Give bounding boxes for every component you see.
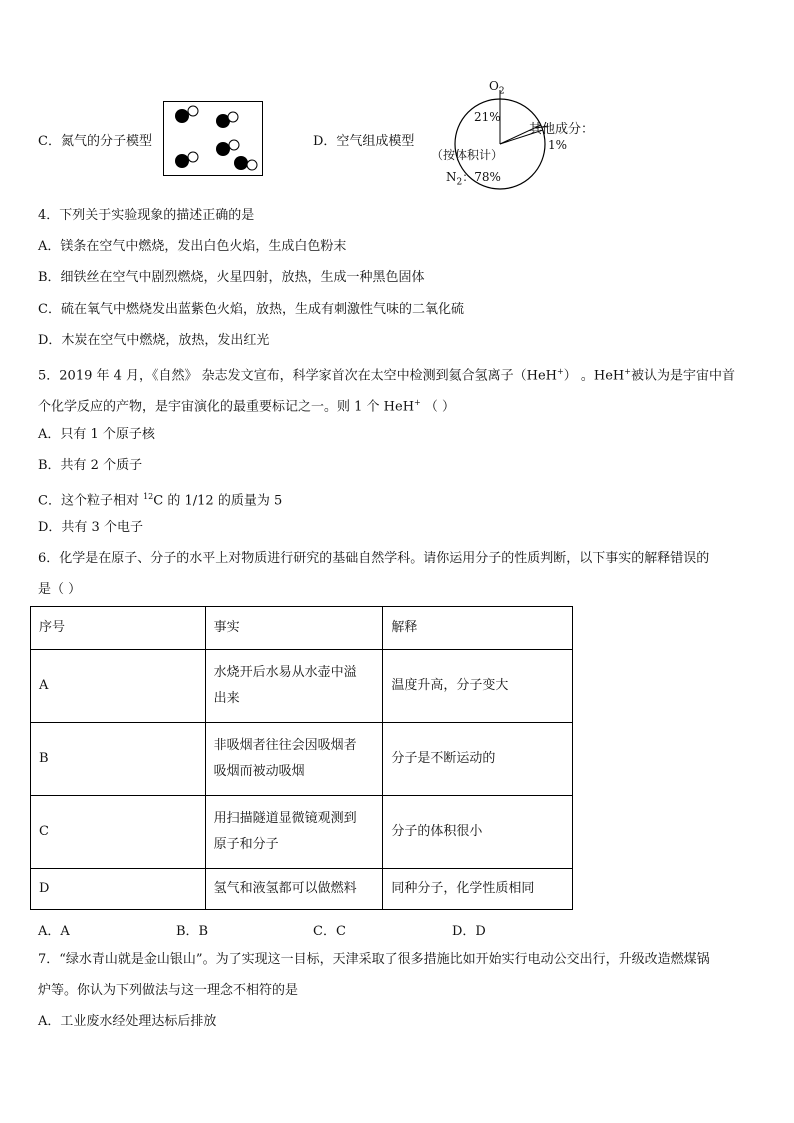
pie-other-label: 其他成分： bbox=[529, 122, 595, 137]
q7-stem-line2: 炉等。你认为下列做法与这一理念不相符的是 bbox=[38, 983, 299, 998]
row-explanation: 同种分子，化学性质相同 bbox=[383, 869, 573, 910]
q7-option-a: A．工业废水经处理达标后排放 bbox=[38, 1014, 217, 1029]
q4-option-d: D．木炭在空气中燃烧，放热，发出红光 bbox=[38, 333, 270, 348]
q5-stem-line1: 5．2019 年 4 月，《自然》 杂志发文宣布，科学家首次在太空中检测到氦合氢离子（HeH+） 。HeH+被认为是宇宙中首 bbox=[38, 367, 735, 384]
table-row bbox=[31, 650, 573, 723]
row-id: B bbox=[31, 723, 206, 796]
pie-o2-label: $O_2$ bbox=[489, 79, 505, 97]
nitrogen-molecule-model bbox=[163, 101, 263, 176]
q6-stem-line2: 是（ ） bbox=[38, 582, 82, 597]
q6-option-c: C．C bbox=[313, 924, 346, 939]
row-id: A bbox=[31, 650, 206, 723]
molecule-4 bbox=[216, 140, 239, 156]
option-c-label: C．氮气的分子模型 bbox=[38, 134, 152, 149]
table-row bbox=[31, 869, 573, 910]
row-explanation: 分子是不断运动的 bbox=[383, 723, 573, 796]
q4-stem: 4．下列关于实验现象的描述正确的是 bbox=[38, 208, 255, 223]
pie-n2-label: $N_2$：78% bbox=[446, 170, 501, 188]
molecule-5 bbox=[234, 156, 257, 170]
q6-option-d: D．D bbox=[452, 924, 486, 939]
header-fact: 事实 bbox=[205, 607, 383, 650]
pie-o2-pct: 21% bbox=[474, 110, 501, 124]
molecule-2 bbox=[216, 112, 238, 128]
q4-option-b: B．细铁丝在空气中剧烈燃烧，火星四射，放热，生成一种黑色固体 bbox=[38, 270, 425, 285]
row-id: C bbox=[31, 796, 206, 869]
table-header-row bbox=[31, 607, 573, 650]
q4-option-a: A．镁条在空气中燃烧，发出白色火焰，生成白色粉末 bbox=[38, 239, 347, 254]
table-row bbox=[31, 723, 573, 796]
q6-option-b: B．B bbox=[176, 924, 209, 939]
molecule-3 bbox=[175, 152, 198, 168]
q5-option-a: A．只有 1 个原子核 bbox=[38, 427, 155, 442]
molecule-1 bbox=[175, 106, 198, 123]
option-d-label: D．空气组成模型 bbox=[313, 134, 415, 149]
row-fact: 氢气和液氢都可以做燃料 bbox=[205, 869, 383, 910]
q6-table bbox=[30, 606, 573, 910]
header-id: 序号 bbox=[31, 607, 206, 650]
row-fact: 用扫描隧道显微镜观测到 原子和分子 bbox=[205, 796, 383, 869]
q5-option-d: D．共有 3 个电子 bbox=[38, 520, 143, 535]
row-fact: 非吸烟者往往会因吸烟者 吸烟而被动吸烟 bbox=[205, 723, 383, 796]
q6-stem-line1: 6．化学是在原子、分子的水平上对物质进行研究的基础自然学科。请你运用分子的性质判断，以下事实的解释错误的 bbox=[38, 551, 710, 566]
q5-stem-line2: 个化学反应的产物，是宇宙演化的最重要标记之一。则 1 个 HeH+ （ ） bbox=[38, 398, 456, 415]
table-row bbox=[31, 796, 573, 869]
row-explanation: 分子的体积很小 bbox=[383, 796, 573, 869]
header-explanation: 解释 bbox=[383, 607, 573, 650]
row-explanation: 温度升高，分子变大 bbox=[383, 650, 573, 723]
q5-option-b: B．共有 2 个质子 bbox=[38, 458, 143, 473]
q6-option-a: A．A bbox=[38, 924, 70, 939]
pie-center-label: （按体积计） bbox=[431, 148, 504, 162]
q4-option-c: C．硫在氧气中燃烧发出蓝紫色火焰，放热，生成有刺激性气味的二氧化硫 bbox=[38, 302, 464, 317]
row-fact: 水烧开后水易从水壶中溢 出来 bbox=[205, 650, 383, 723]
q5-option-c: C．这个粒子相对 $^{12}$C 的 1/12 的质量为 5 bbox=[38, 492, 283, 509]
molecule-diagram bbox=[164, 102, 264, 177]
q7-stem-line1: 7．“绿水青山就是金山银山”。为了实现这一目标，天津采取了很多措施比如开始实行电动公交出行，升级改造燃煤锅 bbox=[38, 952, 710, 967]
row-id: D bbox=[31, 869, 206, 910]
pie-other-pct: 1% bbox=[548, 138, 568, 152]
